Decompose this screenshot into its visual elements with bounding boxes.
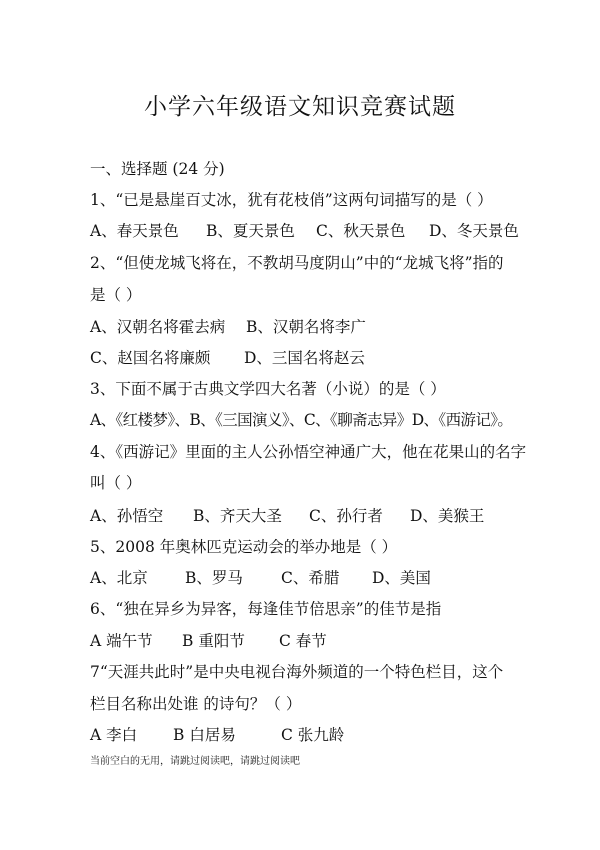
question-4-stem-cont: 叫（ ） [90, 474, 142, 492]
option-c: C、孙行者 [309, 507, 383, 525]
option-a: A 端午节 [90, 632, 153, 650]
question-2-options-row2 [90, 347, 365, 369]
question-5-options [90, 567, 431, 589]
option-b: B、齐天大圣 [193, 507, 282, 525]
option-c: C 春节 [279, 632, 327, 650]
option-c: C、希腊 [281, 569, 340, 587]
question-7-stem: 7“天涯共此时”是中央电视台海外频道的一个特色栏目，这个 [90, 663, 504, 681]
question-2-stem: 2、“但使龙城飞将在，不教胡马度阴山”中的“龙城飞将”指的 [90, 254, 504, 272]
option-a: A、孙悟空 [90, 507, 164, 525]
option-a: A 李白 [90, 726, 138, 744]
footer-note: 当前空白的无用，请跳过阅读吧，请跳过阅读吧 [90, 756, 300, 767]
option-b: B、汉朝名将李广 [246, 318, 366, 336]
question-1-stem: 1、“已是悬崖百丈冰，犹有花枝俏”这两句词描写的是（ ） [90, 191, 493, 209]
option-a: A、北京 [90, 569, 148, 587]
question-3-stem: 3、下面不属于古典文学四大名著（小说）的是（ ） [90, 380, 446, 398]
option-c: C、赵国名将廉颇 [90, 349, 211, 367]
question-6-options [90, 630, 327, 652]
question-1-options [90, 220, 519, 242]
option-c: C 张九龄 [281, 726, 345, 744]
option-d: D、美猴王 [410, 507, 485, 525]
option-a: A、汉朝名将霍去病 [90, 318, 226, 336]
question-2-options-row1 [90, 316, 366, 338]
option-d: D、三国名将赵云 [244, 349, 365, 367]
question-6-stem: 6、“独在异乡为异客，每逢佳节倍思亲”的佳节是指 [90, 600, 442, 618]
question-4-stem: 4、《西游记》里面的主人公孙悟空神通广大，他在花果山的名字 [90, 443, 527, 461]
question-5-stem: 5、2008 年奥林匹克运动会的举办地是（ ） [90, 538, 398, 556]
option-b: B、夏天景色 [206, 222, 295, 240]
option-d: D、冬天景色 [429, 222, 519, 240]
question-7-stem-cont: 栏目名称出处谁 的诗句？（ ） [90, 695, 302, 713]
question-4-options [90, 505, 484, 527]
option-b: B 白居易 [173, 726, 236, 744]
option-d: D、美国 [372, 569, 431, 587]
option-c: C、秋天景色 [316, 222, 406, 240]
question-2-stem-cont: 是（ ） [90, 286, 142, 304]
section-heading: 一、选择题 (24 分) [90, 160, 225, 178]
page-title: 小学六年级语文知识竞赛试题 [144, 94, 456, 120]
option-b: B、罗马 [185, 569, 243, 587]
option-a: A、春天景色 [90, 222, 179, 240]
option-b: B 重阳节 [182, 632, 245, 650]
question-7-options [90, 724, 344, 746]
question-3-options: A、《红楼梦》、B、《三国演义》、C、《聊斋志异》D、《西游记》。 [90, 411, 513, 429]
